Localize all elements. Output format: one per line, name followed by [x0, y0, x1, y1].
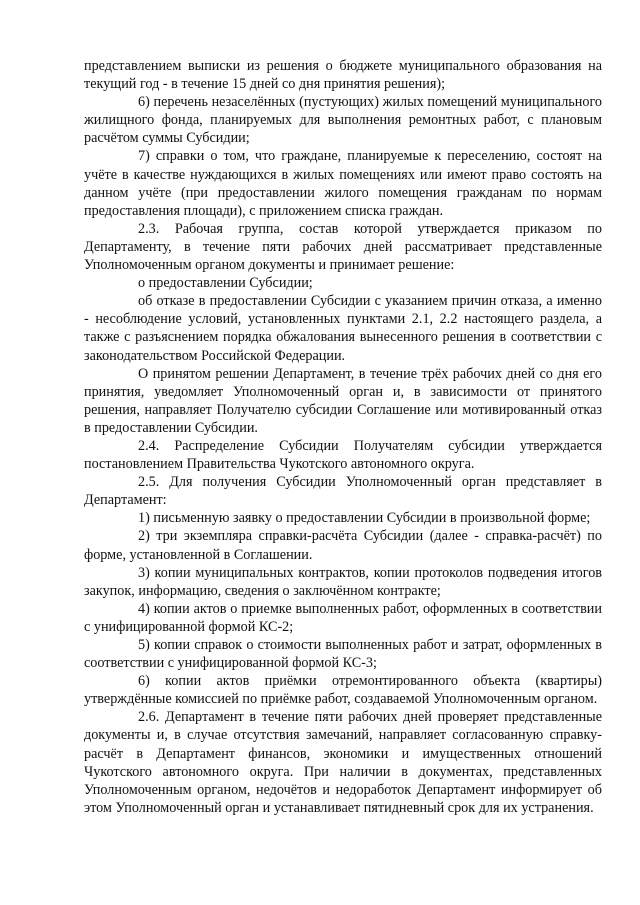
document-page: [84, 57, 602, 817]
paragraph-item-6: 6) перечень незаселённых (пустующих) жилых помещений муниципального жилищного фонда, планируемых для выполнения ремонтных работ, с плановым расчётом суммы Субсидии;: [84, 94, 602, 147]
paragraph-item-7: 7) справки о том, что граждане, планируемые к переселению, состоят на учёте в качестве нуждающихся в жилых помещениях или имеют право состоять на данном учёте (при предоставлении жилого помещения гражданам по нормам предоставления площади), с приложением списка граждан.: [84, 148, 602, 219]
paragraph-section-2-5: 2.5. Для получения Субсидии Уполномоченный орган представляет в Департамент:: [84, 474, 602, 509]
paragraph-list-item-4: 4) копии актов о приемке выполненных работ, оформленных в соответствии с унифицированной формой КС-2;: [84, 600, 602, 635]
paragraph-continuation: представлением выписки из решения о бюджете муниципального образования на текущий год - в течение 15 дней со дня принятия решения);: [84, 58, 602, 93]
paragraph-decision-refusal: об отказе в предоставлении Субсидии с указанием причин отказа, а именно - несоблюдение условий, установленных пунктами 2.1, 2.2 настоящего раздела, а также с разъяснением порядка обжалования вынесенного решения в соответствии с законодательством Российской Федерации.: [84, 293, 602, 364]
paragraph-section-2-3: 2.3. Рабочая группа, состав которой утверждается приказом по Департаменту, в течение пяти рабочих дней рассматривает представленные Уполномоченным органом документы и принимает решение:: [84, 220, 602, 274]
paragraph-notification: О принятом решении Департамент, в течение трёх рабочих дней со дня его принятия, уведомляет Уполномоченный орган и, в зависимости от принятого решения, направляет Получателю субсидии Соглашение или мотивированный отказ в предоставлении Субсидии.: [84, 365, 602, 436]
paragraph-section-2-4: 2.4. Распределение Субсидии Получателям субсидии утверждается постановлением Правительства Чукотского автономного округа.: [84, 437, 602, 473]
paragraph-section-2-6: 2.6. Департамент в течение пяти рабочих дней проверяет представленные документы и, в случае отсутствия замечаний, направляет согласованную справку-расчёт в Департамент финансов, экономики и имущественных отношений Чукотского автономного округа. При наличии в документах, представленных Уполномоченным органом, недочётов и недоработок Департамент информирует об этом Уполномоченный орган и устанавливает пятидневный срок для их устранения.: [84, 709, 602, 816]
paragraph-decision-grant: о предоставлении Субсидии;: [138, 275, 313, 292]
paragraph-list-item-5: 5) копии справок о стоимости выполненных работ и затрат, оформленных в соответствии с унифицированной формой КС-3;: [84, 637, 602, 672]
paragraph-list-item-1: 1) письменную заявку о предоставлении Субсидии в произвольной форме;: [138, 510, 591, 527]
paragraph-list-item-2: 2) три экземпляра справки-расчёта Субсидии (далее - справка-расчёт) по форме, установленной в Соглашении.: [84, 528, 602, 563]
paragraph-list-item-3: 3) копии муниципальных контрактов, копии протоколов подведения итогов закупок, информацию, сведения о заключённом контракте;: [84, 564, 602, 599]
paragraph-list-item-6: 6) копии актов приёмки отремонтированного объекта (квартиры) утверждённые комиссией по приёмке работ, создаваемой Уполномоченным органом.: [84, 673, 602, 708]
